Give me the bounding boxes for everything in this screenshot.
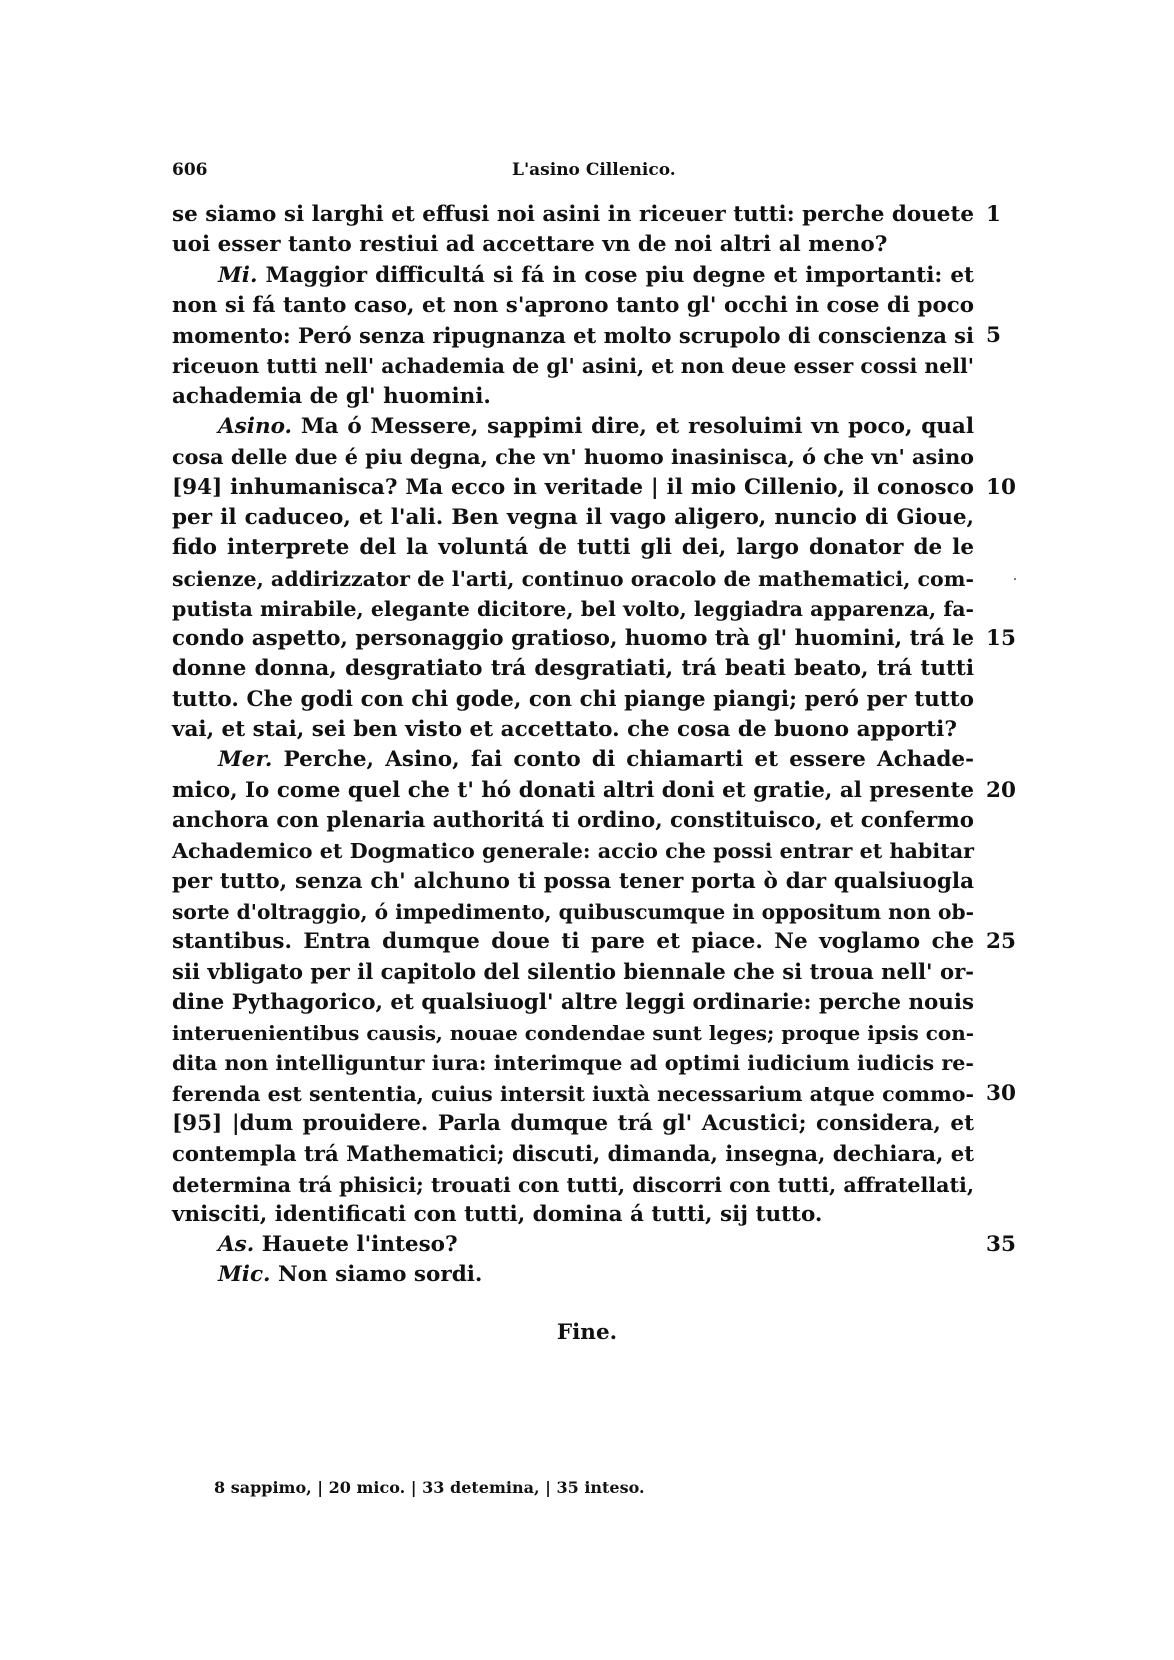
line-text: achademia de gl' huomini. xyxy=(172,383,491,409)
text-line xyxy=(172,230,974,260)
line-text: condo aspetto, personaggio gratioso, huomo trà gl' huomini, trá le xyxy=(172,626,974,652)
line-text: tutto. Che godi con chi gode, con chi piange piangi; peró per tutto xyxy=(172,686,974,712)
text-line xyxy=(172,685,974,715)
footnote-variants: 8 sappimo, | 20 mico. | 33 detemina, | 35 inteso. xyxy=(214,1478,645,1497)
text-line xyxy=(172,867,974,897)
line-text: Perche, Asino, fai conto di chiamarti et essere Achade- xyxy=(272,747,974,773)
text-line xyxy=(172,776,1016,806)
text-line xyxy=(172,1200,974,1230)
line-text: Hauete l'inteso? xyxy=(254,1232,458,1258)
line-text: scienze, addirizzator de l'arti, continuo oracolo de mathematici, com- xyxy=(172,566,974,591)
text-line xyxy=(172,533,974,563)
line-text: ferenda est sententia, cuius intersit iuxtà necessarium atque commo- xyxy=(172,1081,974,1106)
line-text: dita non intelliguntur iura: interimque ad optimi iudicium iudicis re- xyxy=(172,1051,974,1076)
text-line xyxy=(172,200,1001,230)
text-line xyxy=(172,351,974,381)
page-marker: [94] xyxy=(172,474,231,500)
line-text: inhumanisca? Ma ecco in veritade | il mio Cillenio, il conosco xyxy=(230,474,974,500)
text-line xyxy=(172,1079,1016,1109)
line-text: Achademico et Dogmatico generale: accio che possi entrar et habitar xyxy=(172,839,974,864)
text-line xyxy=(172,1109,974,1139)
text-line xyxy=(172,594,974,624)
text-line xyxy=(172,473,1016,503)
page-marker: [95] xyxy=(172,1110,232,1136)
text-line xyxy=(172,745,974,775)
line-text: determina trá phisici; trouati con tutti, discorri con tutti, affratellati, xyxy=(172,1172,974,1197)
text-line xyxy=(172,988,974,1018)
line-number: 10 xyxy=(986,474,1016,500)
text-line xyxy=(172,503,974,533)
main-text xyxy=(172,200,1016,1291)
line-text: Maggior difficultá si fá in cose piu degne et importanti: et xyxy=(257,262,974,288)
line-number: 5 xyxy=(986,323,1001,349)
text-line xyxy=(172,442,974,472)
line-text: momento: Peró senza ripugnanza et molto scrupolo di conscienza si xyxy=(172,323,974,349)
line-text: riceuon tutti nell' achademia de gl' asini, et non deue esser cossi nell' xyxy=(172,354,974,379)
text-line xyxy=(172,1018,974,1048)
speaker-label: Mi. xyxy=(218,262,258,288)
line-text: uoi esser tanto restiui ad accettare vn de noi altri al meno? xyxy=(172,232,888,258)
text-line xyxy=(172,715,974,745)
speaker-label: Asino. xyxy=(218,414,293,440)
speaker-label: As. xyxy=(218,1232,255,1258)
line-number: 25 xyxy=(986,929,1016,955)
line-text: anchora con plenaria authoritá ti ordino, constituisco, et confermo xyxy=(172,807,974,833)
text-line xyxy=(172,624,1016,654)
text-line xyxy=(172,1048,974,1078)
line-text: Non siamo sordi. xyxy=(270,1262,483,1288)
line-text: per il caduceo, et l'ali. Ben vegna il vago aligero, nuncio di Gioue, xyxy=(172,504,974,530)
text-line xyxy=(172,382,974,412)
line-text: donne donna, desgratiato trá desgratiati, trá beati beato, trá tutti xyxy=(172,656,974,682)
text-line xyxy=(172,321,1001,351)
text-line xyxy=(172,412,974,442)
line-number: 1 xyxy=(986,202,1001,227)
running-head xyxy=(172,160,1006,184)
line-text: vnisciti, identificati con tutti, domina á tutti, sij tutto. xyxy=(172,1201,823,1227)
line-text: dine Pythagorico, et qualsiuogl' altre leggi ordinarie: perche nouis xyxy=(172,989,974,1015)
print-speck xyxy=(1014,578,1016,580)
line-text: se siamo si larghi et effusi noi asini in riceuer tutti: perche douete xyxy=(172,202,974,227)
line-number: 15 xyxy=(986,626,1016,652)
speaker-label: Mer. xyxy=(218,747,273,773)
line-number: 20 xyxy=(986,777,1016,803)
text-line xyxy=(172,806,974,836)
text-line xyxy=(172,291,974,321)
text-line xyxy=(172,654,974,684)
text-line xyxy=(172,1170,974,1200)
line-text: putista mirabile, elegante dicitore, bel volto, leggiadra apparenza, fa- xyxy=(172,596,974,621)
page-number: 606 xyxy=(172,160,208,180)
text-line xyxy=(172,957,974,987)
text-line xyxy=(172,261,974,291)
line-text: Ma ó Messere, sappimi dire, et resoluimi vn poco, qual xyxy=(292,414,974,440)
text-line xyxy=(172,564,974,594)
line-text: fido interprete del la voluntá de tutti gli dei, largo donator de le xyxy=(172,535,974,561)
line-text: |dum prouidere. Parla dumque trá gl' Acustici; considera, et xyxy=(231,1110,974,1136)
line-text: cosa delle due é piu degna, che vn' huomo inasinisca, ó che vn' asino xyxy=(172,445,974,470)
line-text: mico, Io come quel che t' hó donati altri doni et gratie, al presente xyxy=(172,777,974,803)
line-text: sii vbligato per il capitolo del silentio biennale che si troua nell' or- xyxy=(172,959,974,985)
line-number: 30 xyxy=(986,1080,1016,1106)
line-text: non si fá tanto caso, et non s'aprono tanto gl' occhi in cose di poco xyxy=(172,292,974,318)
text-line xyxy=(172,1139,974,1169)
speaker-label: Mic. xyxy=(218,1262,271,1288)
line-text: vai, et stai, sei ben visto et accettato. che cosa de buono apporti? xyxy=(172,717,957,743)
line-text: per tutto, senza ch' alchuno ti possa tener porta ò dar qualsiuogla xyxy=(172,868,974,894)
text-line xyxy=(172,836,974,866)
text-line xyxy=(172,927,1016,957)
running-title: L'asino Cillenico. xyxy=(512,160,676,180)
line-text: interuenientibus causis, nouae condendae sunt leges; proque ipsis con- xyxy=(172,1021,974,1046)
line-text: stantibus. Entra dumque doue ti pare et piace. Ne voglamo che xyxy=(172,929,974,955)
text-line xyxy=(172,897,974,927)
text-line xyxy=(172,1260,974,1290)
line-text: sorte d'oltraggio, ó impedimento, quibuscumque in oppositum non ob- xyxy=(172,899,974,924)
text-line xyxy=(172,1230,1016,1260)
line-number: 35 xyxy=(986,1232,1016,1258)
line-text: contempla trá Mathematici; discuti, dimanda, insegna, dechiara, et xyxy=(172,1141,974,1167)
closing-word: Fine. xyxy=(556,1320,618,1345)
